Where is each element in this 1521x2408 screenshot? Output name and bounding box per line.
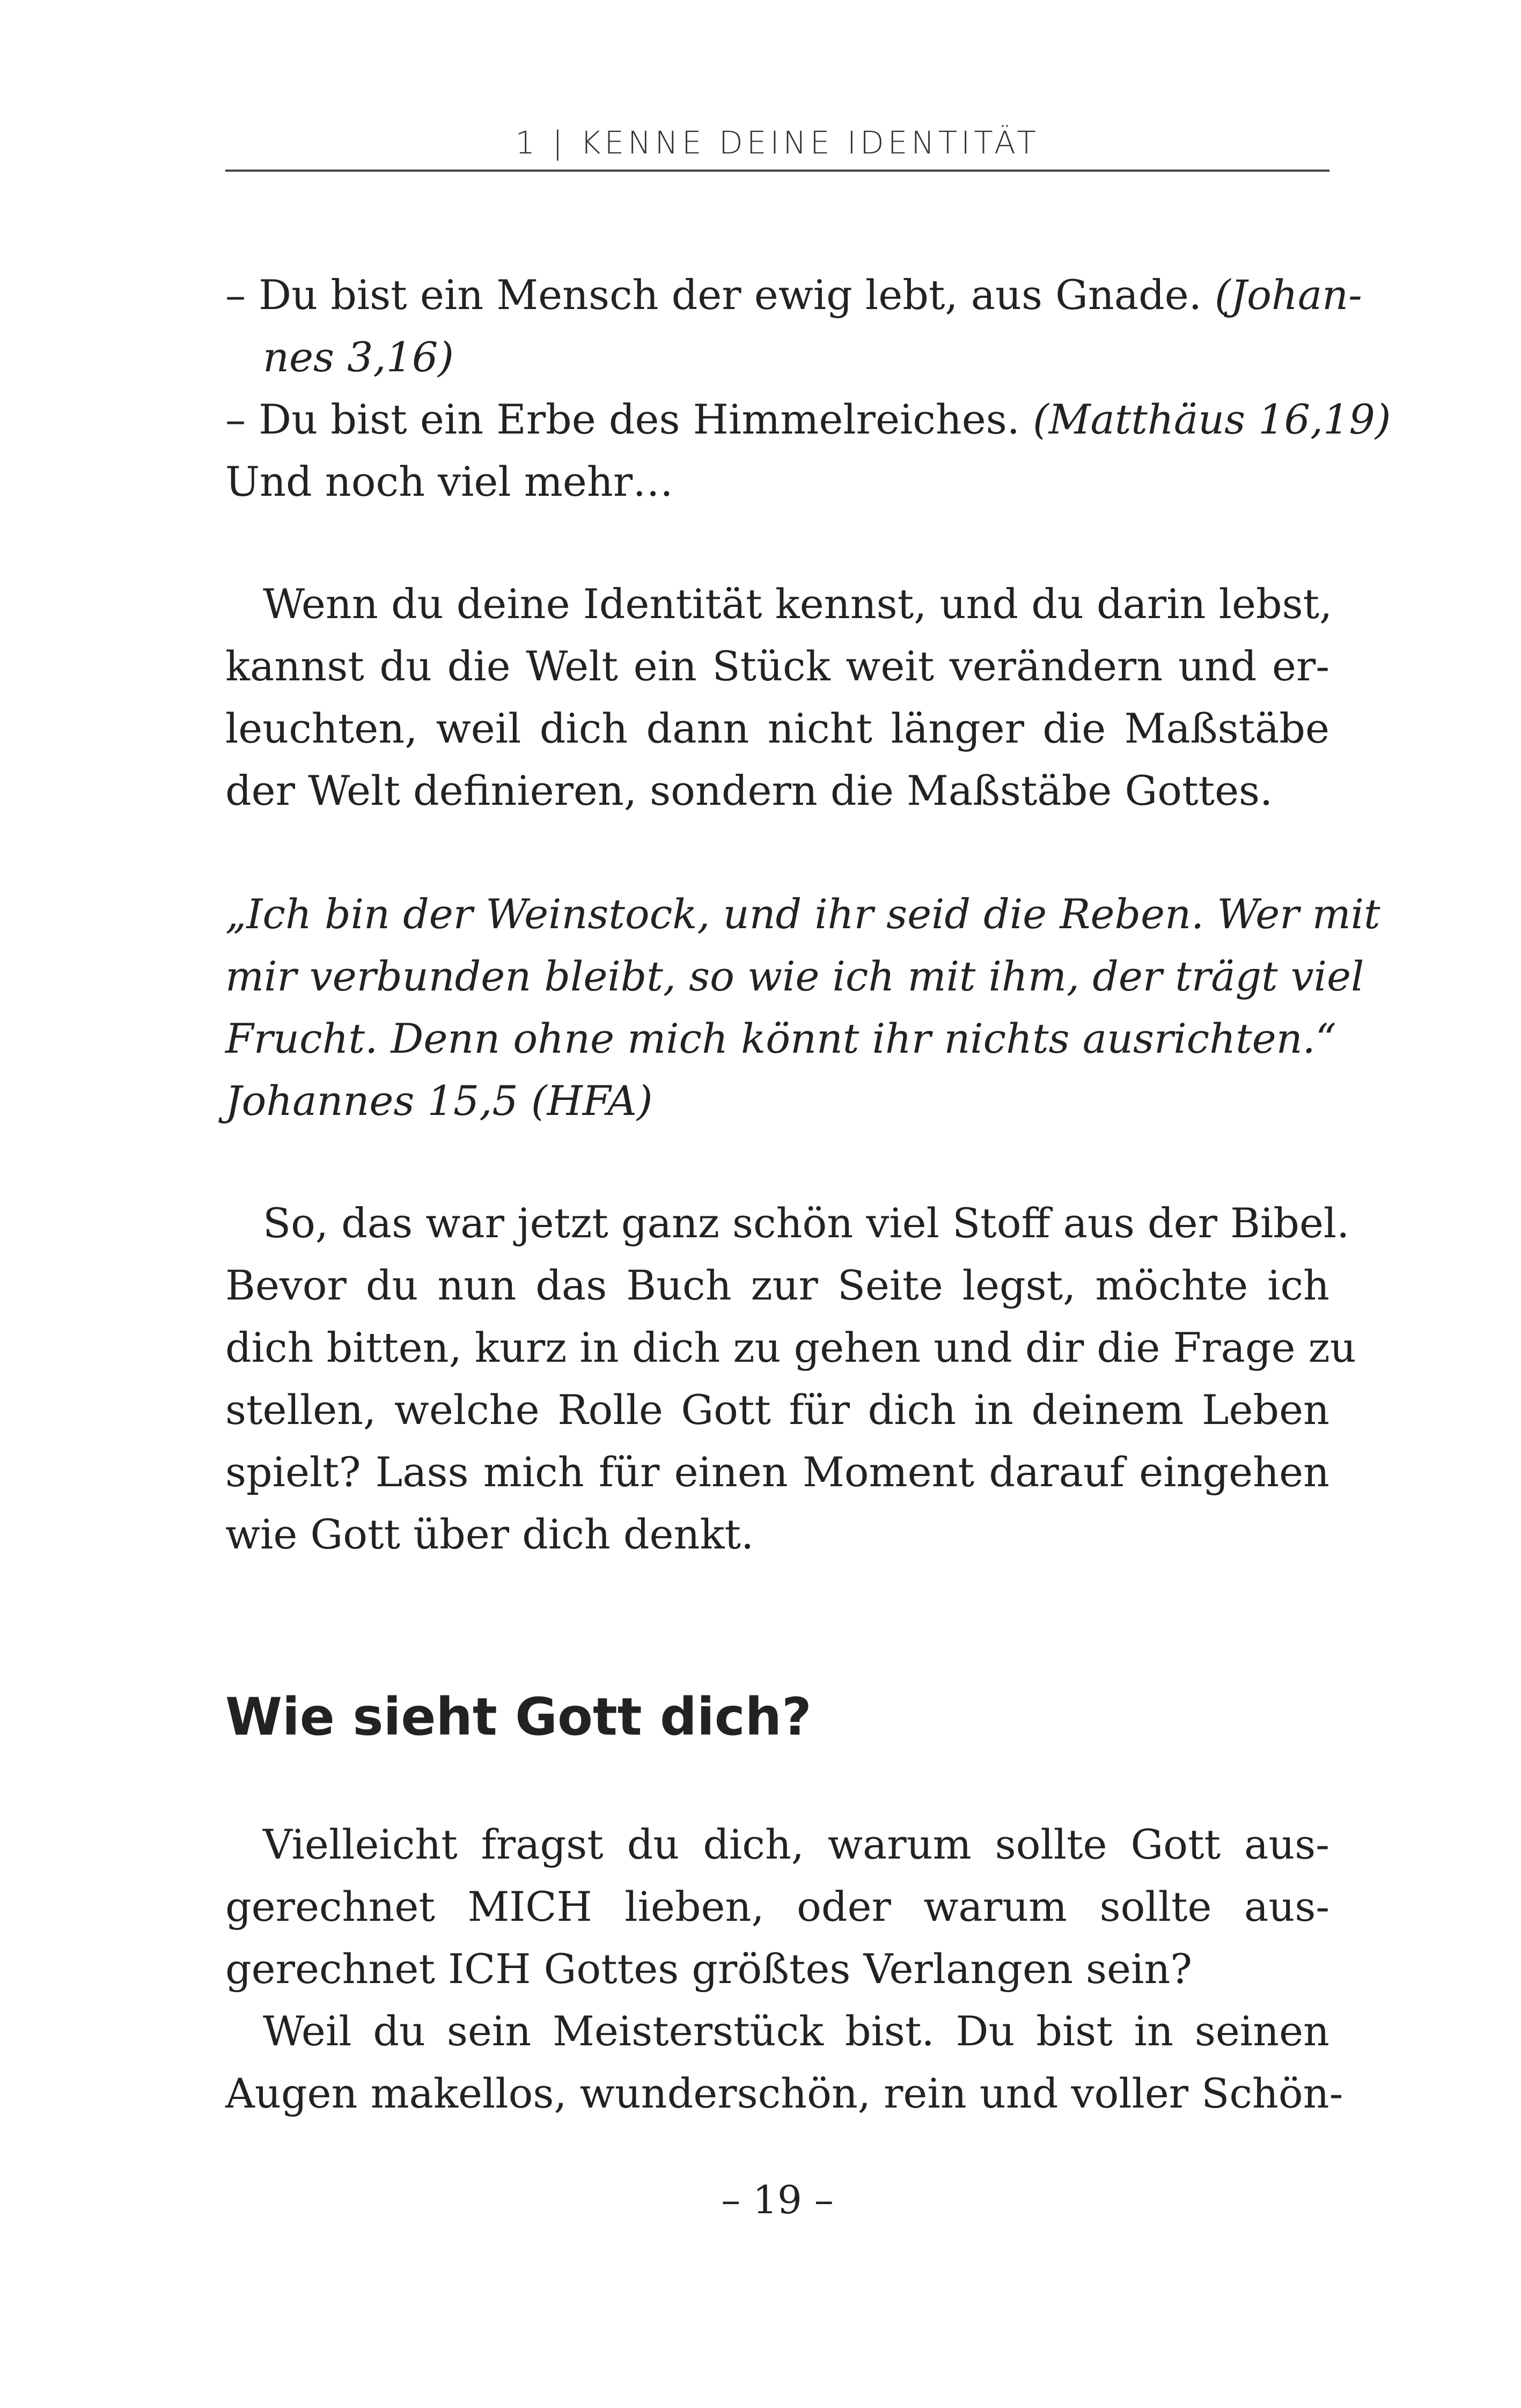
paragraph-line: Wenn du deine Identität kennst, und du darin lebst, — [263, 580, 1333, 628]
quote-source: Johannes 15,5 (HFA) — [225, 1077, 653, 1125]
text-line — [263, 326, 1329, 388]
paragraph-line: leuchten, weil dich dann nicht länger die Maßstäbe — [225, 704, 1329, 752]
paragraph-line: Vielleicht fragst du dich, warum sollte Gott aus- — [263, 1820, 1329, 1868]
text-line — [225, 264, 1362, 326]
paragraph-line: So, das war jetzt ganz schön viel Stoff aus der Bibel. — [263, 1199, 1350, 1247]
quote-line: mir verbunden bleibt, so wie ich mit ihm, der trägt viel — [225, 952, 1364, 1000]
text-line — [225, 388, 1391, 451]
paragraph-line: gerechnet ICH Gottes größtes Verlangen sein? — [225, 1945, 1193, 1993]
paragraph-line: Augen makellos, wunderschön, rein und voller Schön- — [225, 2069, 1343, 2117]
scripture-reference: (Johan- — [1215, 271, 1362, 319]
paragraph-line: gerechnet MICH lieben, oder warum sollte aus- — [225, 1883, 1329, 1930]
line-text: – Du bist ein Erbe des Himmelreiches. — [225, 395, 1020, 443]
paragraph-line: Bevor du nun das Buch zur Seite legst, möchte ich — [225, 1261, 1329, 1309]
scripture-reference: (Matthäus 16,19) — [1033, 395, 1391, 443]
quote-line: „Ich bin der Weinstock, und ihr seid die Reben. Wer mit — [225, 890, 1380, 938]
page-number: – 19 – — [721, 2177, 834, 2222]
text-line: Und noch viel mehr… — [225, 458, 674, 505]
paragraph-line: Weil du sein Meisterstück bist. Du bist in seinen — [263, 2007, 1329, 2055]
line-text: – Du bist ein Mensch der ewig lebt, aus Gnade. — [225, 271, 1215, 319]
paragraph-line: spielt? Lass mich für einen Moment darauf eingehen — [225, 1448, 1329, 1496]
paragraph-line: dich bitten, kurz in dich zu gehen und dir die Frage zu — [225, 1324, 1356, 1371]
header-rule — [225, 170, 1329, 172]
paragraph-line: wie Gott über dich denkt. — [225, 1510, 754, 1558]
section-heading: Wie sieht Gott dich? — [225, 1687, 812, 1747]
quote-line: Frucht. Denn ohne mich könnt ihr nichts ausrichten.“ — [225, 1015, 1336, 1062]
running-head: 1 | KENNE DEINE IDENTITÄT — [515, 124, 1040, 161]
paragraph-line: stellen, welche Rolle Gott für dich in deinem Leben — [225, 1386, 1329, 1434]
scripture-reference: nes 3,16) — [263, 333, 454, 381]
paragraph-line: der Welt definieren, sondern die Maßstäbe Gottes. — [225, 767, 1273, 814]
paragraph-line: kannst du die Welt ein Stück weit verändern und er- — [225, 642, 1329, 690]
